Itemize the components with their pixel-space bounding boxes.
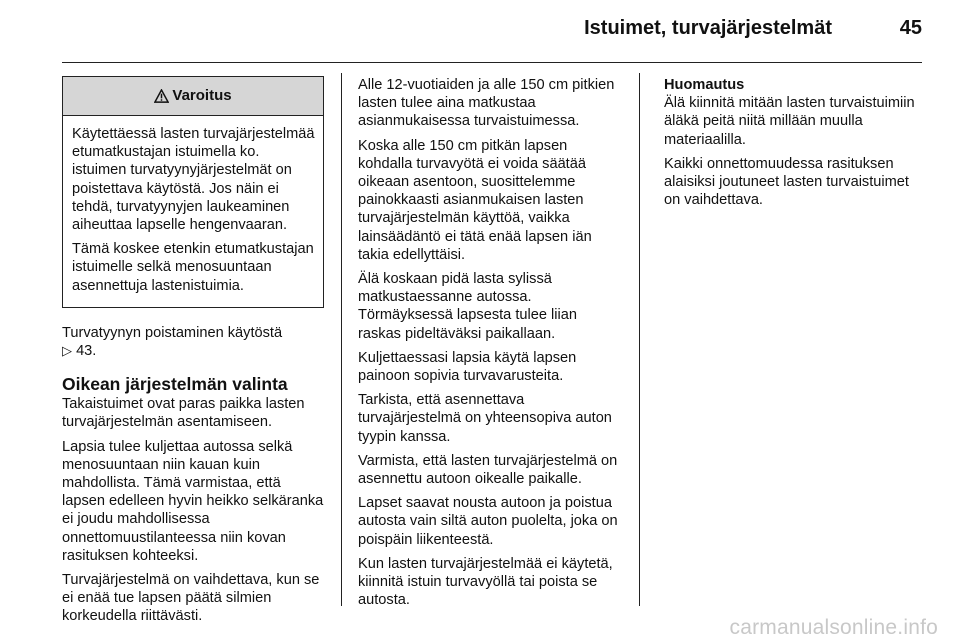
body-paragraph: Varmista, että lasten turvajärjestelmä on asennettu autoon oikealle paikalle.: [358, 452, 618, 488]
body-paragraph: Takaistuimet ovat paras paikka lasten turvajärjestelmän asentamiseen.: [62, 396, 305, 431]
column-2: [358, 76, 624, 615]
body-paragraph: Tarkista, että asennettava turvajärjestelmä on yhteensopiva auton tyypin kanssa.: [358, 392, 612, 445]
cross-reference-page: 43.: [76, 343, 97, 360]
body-paragraph: Lapsia tulee kuljettaa autossa selkä menosuuntaan niin kauan kuin mahdollista. Tämä varmistaa, että lapsen edelleen hyvin heikko selkäranka ei joudu mahdollisessa onnettomuustilanteessa niin kovan rasituksen kohteeksi.: [62, 438, 324, 564]
note-text: Älä kiinnitä mitään lasten turvaistuimiin äläkä peitä niitä millään muulla materiaalilla.: [664, 95, 915, 148]
warning-body: [63, 116, 323, 307]
body-paragraph: Kuljettaessasi lapsia käytä lapsen painoon sopivia turvavarusteita.: [358, 349, 577, 385]
cross-reference-text: Turvatyynyn poistaminen käytöstä: [62, 324, 283, 341]
body-paragraph: Turvajärjestelmä on vaihdettava, kun se ei enää tue lapsen päätä silmien korkeudella riittävästi.: [62, 572, 320, 625]
warning-paragraph: Tämä koskee etenkin etumatkustajan istuimelle selkä menosuuntaan asennettuja lastenistuimia.: [72, 241, 314, 294]
warning-paragraph: Käytettäessä lasten turvajärjestelmää etumatkustajan istuimella ko. istuimen turvatyynyjärjestelmät on poistettava käytöstä. Jos näin ei tehdä, turvatyynyjen laukeaminen aiheuttaa lapselle hengenvaaran.: [72, 126, 315, 234]
warning-box: [62, 76, 324, 308]
page-number: 45: [899, 17, 922, 39]
body-paragraph: Koska alle 150 cm pitkän lapsen kohdalla turvavyötä ei voida säätää oikeaan asentoon, suosittelemme painokkaasti asianmukaisen lasten turvajärjestelmän käyttöä, vaikka lainsäädäntö ei tätä enää lapsen iän takia edellyttäisi.: [358, 137, 592, 263]
header-divider: [62, 62, 922, 63]
body-paragraph: Lapset saavat nousta autoon ja poistua autosta vain siltä auton puolelta, joka on poispäin liikenteestä.: [358, 495, 618, 548]
page-header-title: Istuimet, turvajärjestelmät: [584, 17, 832, 39]
cross-reference-arrow-icon: ▷: [62, 343, 72, 359]
warning-triangle-icon: [154, 89, 169, 103]
column-1: [62, 76, 324, 632]
cross-reference[interactable]: [62, 324, 324, 360]
body-paragraph: Alle 12-vuotiaiden ja alle 150 cm pitkien lasten tulee aina matkustaa asianmukaisessa turvaistuimessa.: [358, 77, 615, 130]
column-3: [664, 76, 924, 215]
warning-header: [63, 77, 323, 116]
body-paragraph: Kaikki onnettomuudessa rasituksen alaisiksi joutuneet lasten turvaistuimet on vaihdettava.: [664, 155, 909, 209]
watermark: carmanualsonline.info: [729, 616, 938, 639]
column-divider-1: [341, 73, 342, 606]
column-divider-2: [639, 73, 640, 606]
section-heading: Oikean järjestelmän valinta: [62, 374, 288, 395]
body-paragraph: Älä koskaan pidä lasta sylissä matkustaessanne autossa. Törmäyksessä lapsesta tulee liian raskas pideltäväksi paikallaan.: [358, 271, 578, 342]
body-paragraph: Kun lasten turvajärjestelmää ei käytetä, kiinnitä istuin turvavyöllä tai poista se autosta.: [358, 555, 613, 609]
warning-title: Varoitus: [172, 86, 232, 104]
note-title: Huomautus: [664, 77, 745, 93]
